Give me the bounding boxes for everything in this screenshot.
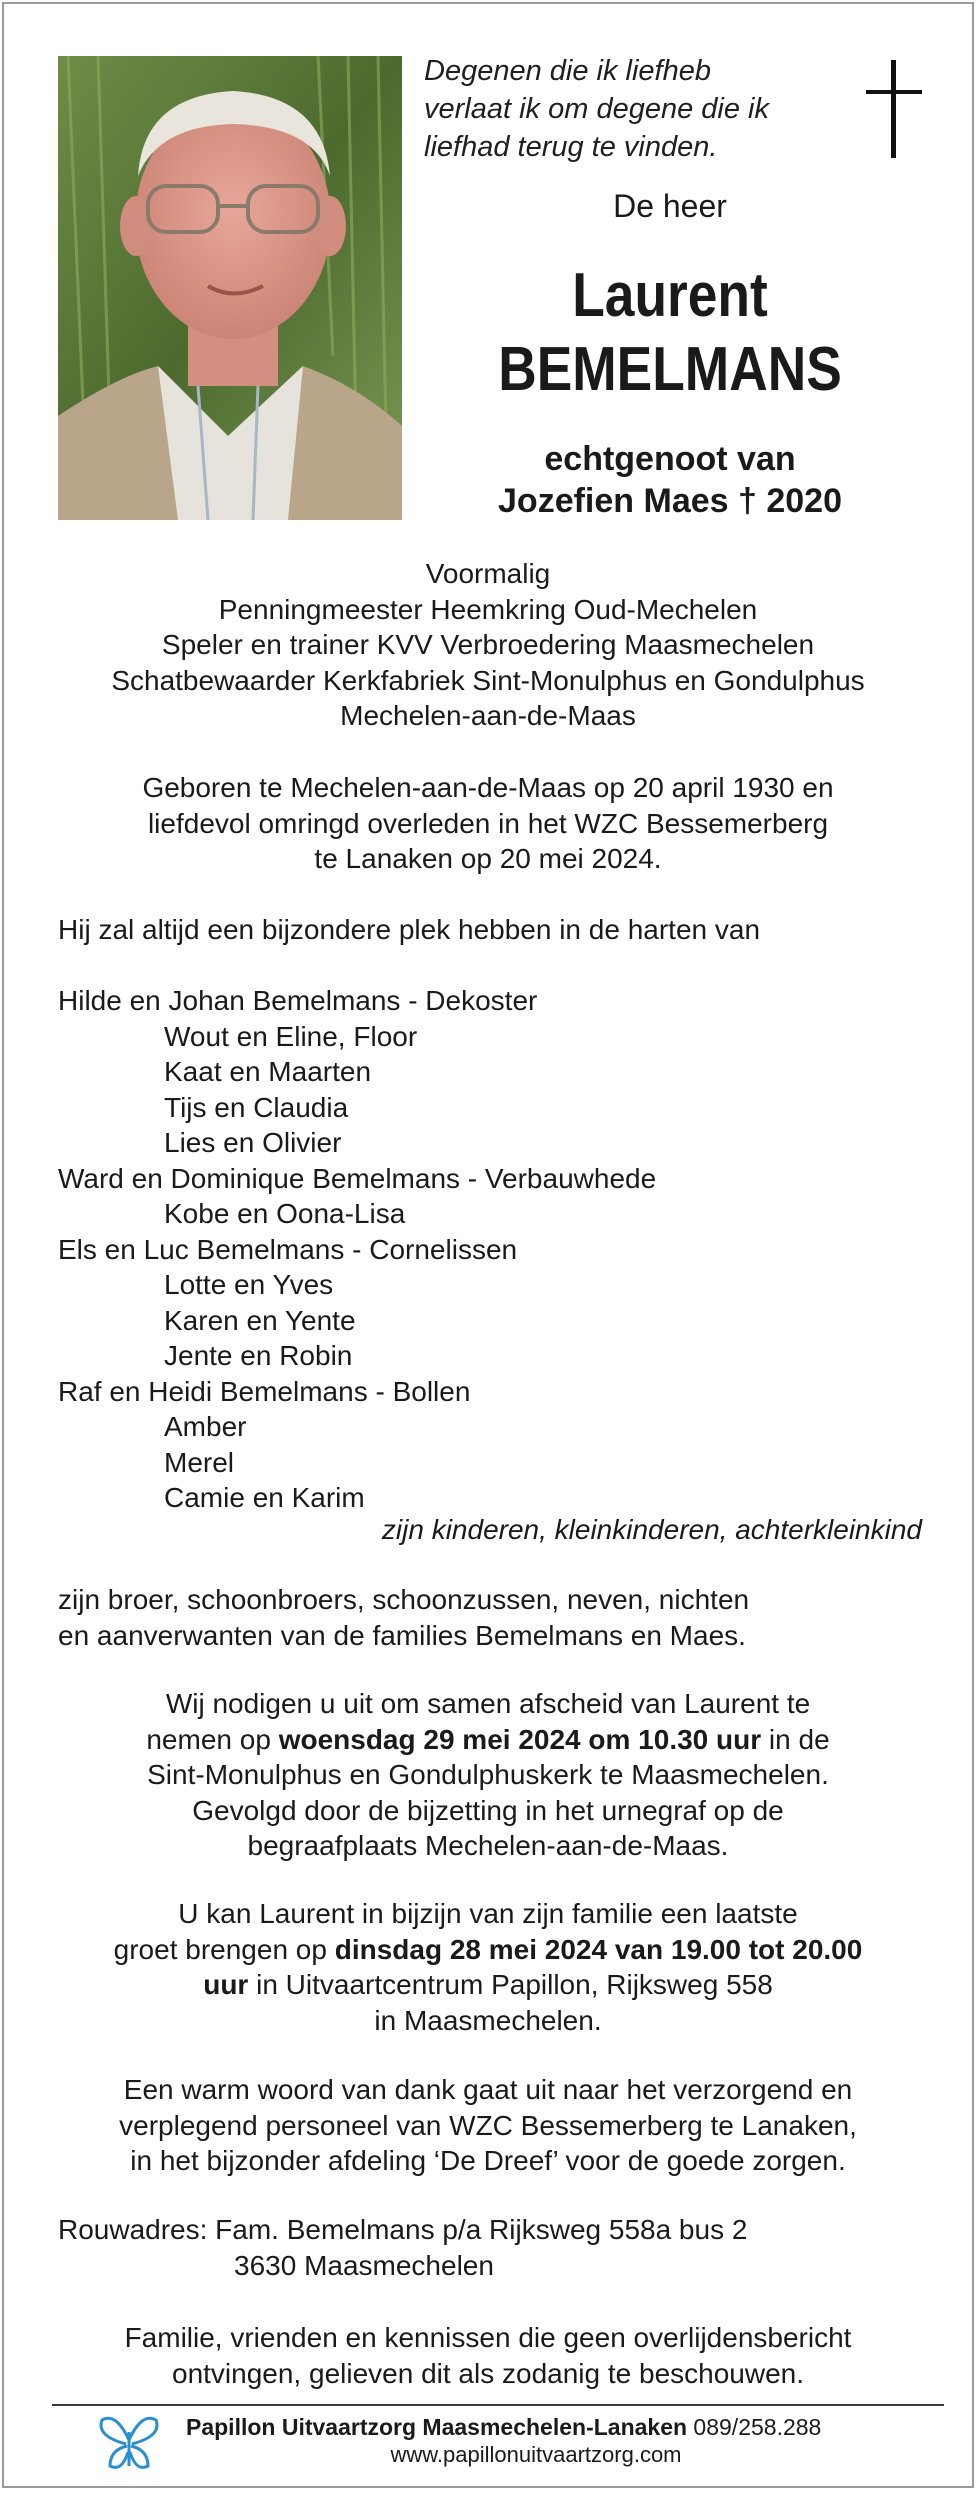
funeral-line: begraafplaats Mechelen-aan-de-Maas.	[247, 1830, 729, 1861]
family-member: Tijs en Claudia	[164, 1091, 349, 1123]
family-member: Hilde en Johan Bemelmans - Dekoster	[58, 985, 538, 1016]
funeral-line: Sint-Monulphus en Gondulphuskerk te Maasmechelen.	[147, 1759, 829, 1790]
hearts-intro: Hij zal altijd een bijzondere plek hebben in de harten van	[58, 914, 761, 945]
visit-line	[0, 1932, 976, 1968]
family-list	[0, 983, 976, 1516]
quote-line: liefhad terug te vinden.	[424, 131, 718, 163]
thanks-block	[0, 2072, 976, 2179]
family-member: Els en Luc Bemelmans - Cornelissen	[58, 1233, 518, 1265]
thanks-line: Een warm woord van dank gaat uit naar het verzorgend en	[123, 2074, 853, 2105]
family-member: Raf en Heidi Bemelmans - Bollen	[58, 1375, 471, 1407]
family-signature: zijn kinderen, kleinkinderen, achterkleinkind	[381, 1514, 922, 1545]
address-line: Rouwadres: Fam. Bemelmans p/a Rijksweg 558a bus 2	[58, 2214, 748, 2245]
relatives-line: zijn broer, schoonbroers, schoonzussen, neven, nichten	[58, 1584, 750, 1615]
role-line: Speler en trainer KVV Verbroedering Maasmechelen	[161, 629, 815, 660]
role-line: Mechelen-aan-de-Maas	[340, 700, 636, 731]
family-member: Merel	[164, 1446, 235, 1478]
family-member: Jente en Robin	[164, 1340, 353, 1371]
family-member: Camie en Karim	[164, 1482, 365, 1513]
address-line: 3630 Maasmechelen	[234, 2249, 494, 2281]
funeral-home-name: Papillon Uitvaartzorg Maasmechelen-Lanaken	[186, 2414, 688, 2440]
family-member: Ward en Dominique Bemelmans - Verbauwhede	[58, 1162, 657, 1194]
funeral-home-info	[186, 2414, 821, 2441]
role-line: Schatbewaarder Kerkfabriek Sint-Monulphus en Gondulphus	[111, 664, 865, 696]
visit-line: in Maasmechelen.	[374, 2004, 602, 2036]
funeral-date: woensdag 29 mei 2024 om 10.30 uur	[278, 1723, 762, 1755]
family-member: Kaat en Maarten	[164, 1056, 372, 1087]
relatives-block	[0, 1582, 976, 1653]
notice-block	[0, 2320, 976, 2391]
roles-block	[0, 556, 976, 734]
funeral-text: nemen op	[146, 1723, 279, 1755]
birth-line: liefdevol omringd overleden in het WZC Bessemerberg	[147, 807, 829, 839]
notice-line: Familie, vrienden en kennissen die geen overlijdensbericht	[124, 2322, 852, 2353]
quote-text	[424, 52, 844, 166]
funeral-line: Wij nodigen u uit om samen afscheid van Laurent te	[165, 1688, 811, 1719]
notice-line: ontvingen, gelieven dit als zodanig te beschouwen.	[172, 2357, 804, 2389]
funeral-home-phone: 089/258.288	[687, 2414, 822, 2440]
visit-text: groet brengen op	[113, 1933, 335, 1965]
family-member: Lies en Olivier	[164, 1127, 342, 1158]
role-line: Voormalig	[425, 558, 551, 589]
quote-line: verlaat ik om degene die ik	[424, 93, 769, 125]
funeral-block	[0, 1686, 976, 1864]
footer-divider	[52, 2404, 944, 2406]
funeral-line	[0, 1722, 976, 1758]
family-member: Wout en Eline, Floor	[164, 1020, 418, 1052]
family-member: Kobe en Oona-Lisa	[164, 1198, 406, 1229]
family-member: Amber	[164, 1411, 247, 1442]
spouse-label: echtgenoot van	[544, 440, 796, 478]
visit-line	[0, 1967, 976, 2003]
thanks-line: in het bijzonder afdeling ‘De Dreef’ voor de goede zorgen.	[130, 2145, 846, 2176]
quote-line: Degenen die ik liefheb	[424, 55, 711, 87]
address-block	[0, 2212, 976, 2283]
relatives-line: en aanverwanten van de families Bemelmans en Maes.	[58, 1619, 746, 1651]
visit-line: U kan Laurent in bijzijn van zijn familie een laatste	[178, 1898, 798, 1929]
family-member: Lotte en Yves	[164, 1269, 334, 1300]
role-line: Penningmeester Heemkring Oud-Mechelen	[218, 593, 758, 625]
spouse-name: Jozefien Maes † 2020	[498, 482, 842, 520]
birth-block	[0, 770, 976, 877]
funeral-home-website[interactable]: www.papillonuitvaartzorg.com	[390, 2442, 682, 2467]
visit-text: in Uitvaartcentrum Papillon, Rijksweg 558	[248, 1969, 773, 2000]
birth-line: Geboren te Mechelen-aan-de-Maas op 20 april 1930 en	[142, 772, 834, 803]
salutation: De heer	[613, 188, 727, 224]
visit-date: uur	[203, 1969, 249, 2000]
cross-icon	[866, 60, 922, 160]
thanks-line: verplegend personeel van WZC Bessemerberg te Lanaken,	[119, 2109, 857, 2141]
visit-date: dinsdag 28 mei 2024 van 19.00 tot 20.00	[334, 1933, 863, 1965]
visitation-block	[0, 1896, 976, 2038]
funeral-line: Gevolgd door de bijzetting in het urnegraf op de	[192, 1794, 784, 1826]
funeral-text: in de	[761, 1723, 830, 1755]
first-name: Laurent	[572, 261, 768, 330]
butterfly-logo-icon	[96, 2410, 162, 2474]
last-name: BEMELMANS	[498, 335, 842, 404]
family-member: Karen en Yente	[164, 1304, 356, 1336]
portrait-photo	[58, 56, 402, 520]
birth-line: te Lanaken op 20 mei 2024.	[314, 843, 662, 874]
